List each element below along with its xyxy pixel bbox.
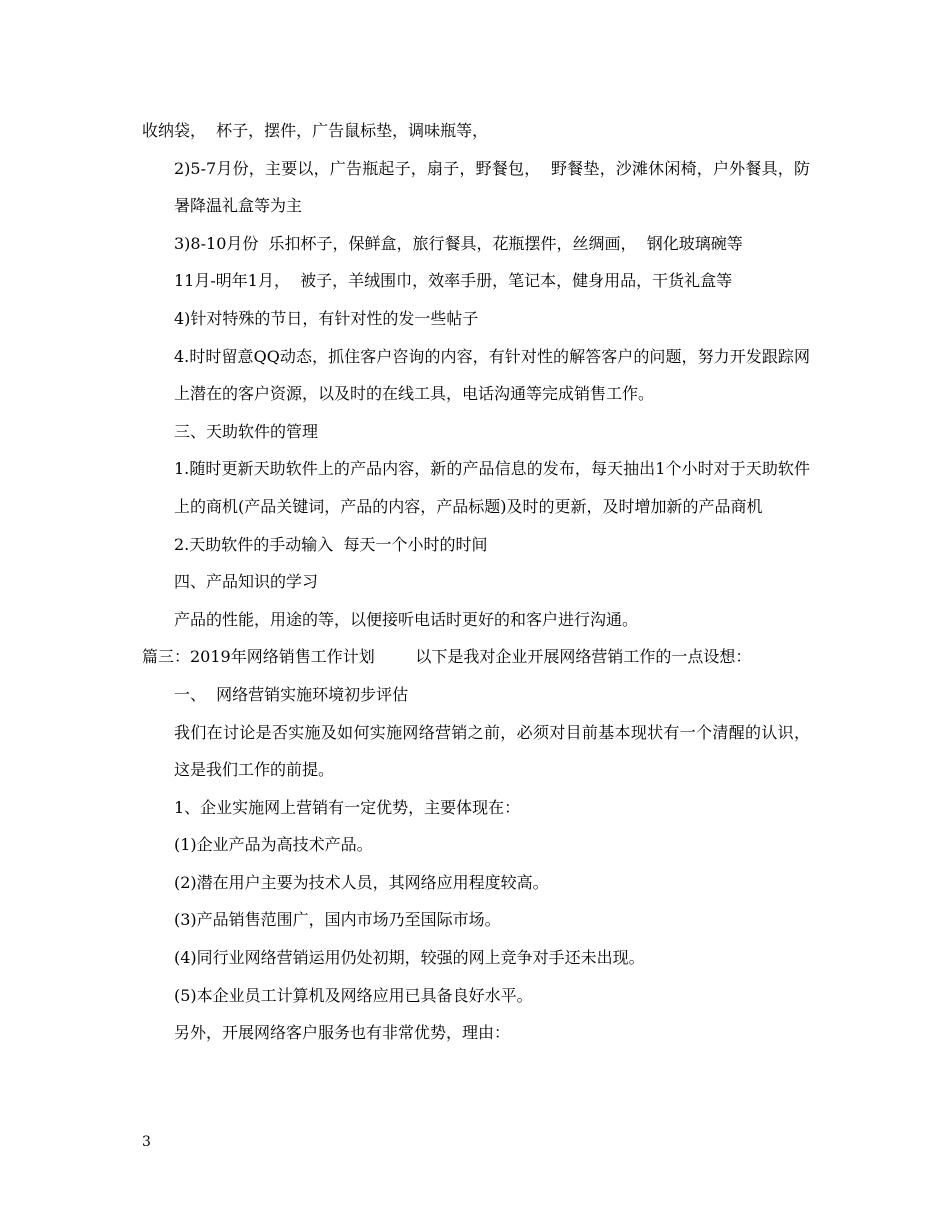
paragraph: 3)8-10月份 乐扣杯子，保鲜盒，旅行餐具，花瓶摆件，丝绸画， 钢化玻璃碗等: [174, 233, 743, 253]
paragraph: 1.随时更新天助软件上的产品内容，新的产品信息的发布，每天抽出1个小时对于天助软件上的商机(产品关键词，产品的内容，产品标题)及时的更新，及时增加新的产品商机: [174, 459, 810, 516]
paragraph: 另外，开展网络客户服务也有非常优势，理由：: [174, 1023, 511, 1043]
paragraph: (5)本企业员工计算机及网络应用已具备良好水平。: [174, 985, 533, 1005]
paragraph: 4)针对特殊的节日，有针对性的发一些帖子: [174, 308, 479, 328]
paragraph: 产品的性能，用途的等，以便接听电话时更好的和客户进行沟通。: [174, 609, 639, 629]
paragraph: (1)企业产品为高技术产品。: [174, 835, 373, 855]
paragraph: 2)5-7月份，主要以，广告瓶起子，扇子，野餐包， 野餐垫，沙滩休闲椅，户外餐具，防暑降温礼盒等为主: [174, 158, 810, 216]
paragraph: 我们在讨论是否实施及如何实施网络营销之前，必须对目前基本现状有一个清醒的认识，这是我们工作的前提。: [174, 722, 810, 780]
document-body: [142, 112, 810, 1052]
paragraph: 11月-明年1月， 被子，羊绒围巾，效率手册，笔记本，健身用品，干货礼盒等: [174, 271, 733, 291]
paragraph: (2)潜在用户主要为技术人员，其网络应用程度较高。: [174, 872, 549, 892]
paragraph: 4.时时留意QQ动态，抓住客户咨询的内容，有针对性的解答客户的问题，努力开发跟踪网上潜在的客户资源，以及时的在线工具，电话沟通等完成销售工作。: [174, 346, 810, 404]
page-number: 3: [142, 1134, 151, 1150]
paragraph: (4)同行业网络营销运用仍处初期，较强的网上竞争对手还未出现。: [174, 948, 645, 968]
paragraph: 三、天助软件的管理: [174, 421, 319, 441]
paragraph: 1、企业实施网上营销有一定优势，主要体现在：: [174, 797, 521, 817]
paragraph: 篇三：2019年网络销售工作计划 以下是我对企业开展网络营销工作的一点设想：: [142, 647, 752, 667]
paragraph: 四、产品知识的学习: [174, 572, 319, 592]
paragraph: 2.天助软件的手动输入 每天一个小时的时间: [174, 534, 488, 554]
paragraph: 一、 网络营销实施环境初步评估: [174, 684, 409, 704]
paragraph: (3)产品销售范围广，国内市场乃至国际市场。: [174, 910, 501, 930]
paragraph: 收纳袋， 杯子，摆件，广告鼠标垫，调味瓶等，: [142, 121, 489, 140]
